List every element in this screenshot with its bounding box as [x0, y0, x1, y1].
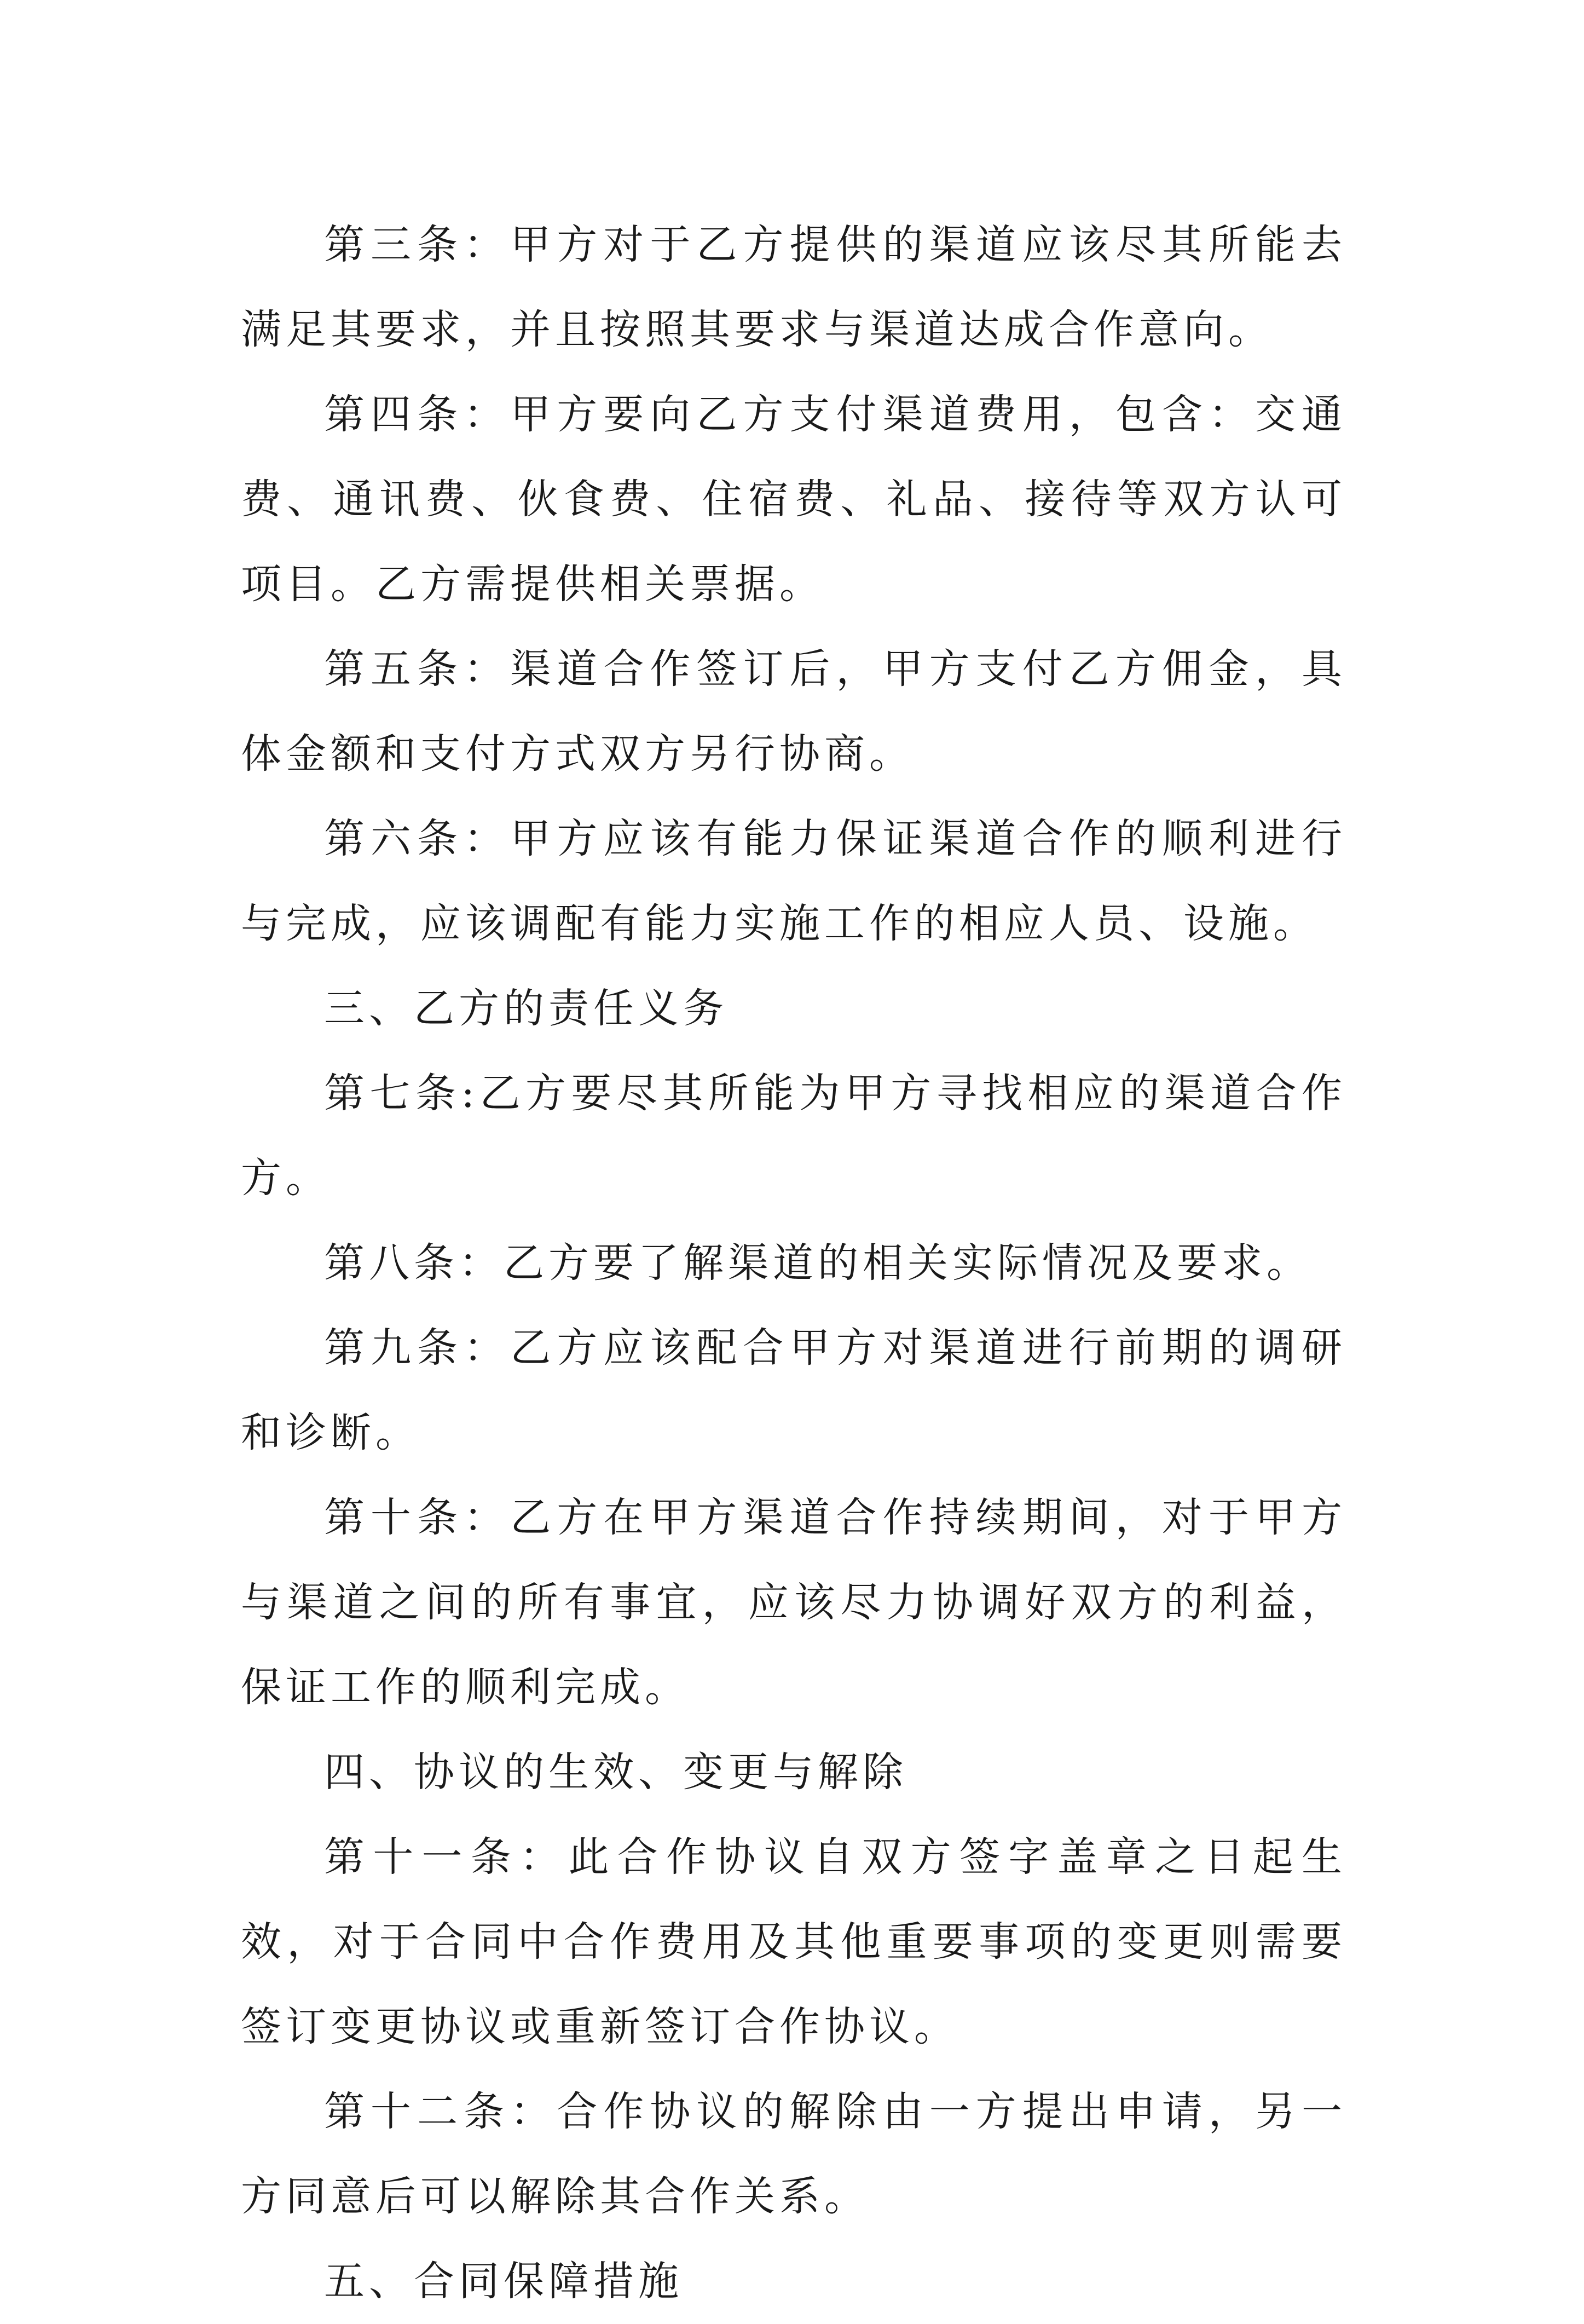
section-heading-effect-change-termination: 四、协议的生效、变更与解除: [324, 1749, 907, 1796]
document-body: [241, 203, 1346, 2324]
clause-5: 第五条：渠道合作签订后，甲方支付乙方佣金，具体金额和支付方式双方另行协商。: [241, 645, 1346, 777]
clause-4: 第四条：甲方要向乙方支付渠道费用，包含：交通费、通讯费、伙食费、住宿费、礼品、接待等双方认可项目。乙方需提供相关票据。: [241, 391, 1346, 608]
clause-11: 第十一条：此合作协议自双方签字盖章之日起生效，对于合同中合作费用及其他重要事项的变更则需要签订变更协议或重新签订合作协议。: [241, 1833, 1346, 2050]
clause-8: 第八条：乙方要了解渠道的相关实际情况及要求。: [324, 1239, 1311, 1287]
clause-7: 第七条:乙方要尽其所能为甲方寻找相应的渠道合作方。: [241, 1070, 1346, 1202]
clause-6: 第六条：甲方应该有能力保证渠道合作的顺利进行与完成，应该调配有能力实施工作的相应人员、设施。: [241, 815, 1346, 947]
section-heading-party-b-duties: 三、乙方的责任义务: [324, 985, 728, 1032]
section-heading-guarantee-measures: 五、合同保障措施: [324, 2258, 683, 2305]
clause-9: 第九条：乙方应该配合甲方对渠道进行前期的调研和诊断。: [241, 1324, 1346, 1456]
clause-3: 第三条：甲方对于乙方提供的渠道应该尽其所能去满足其要求，并且按照其要求与渠道达成合作意向。: [241, 221, 1346, 353]
clause-12: 第十二条：合作协议的解除由一方提出申请，另一方同意后可以解除其合作关系。: [241, 2088, 1346, 2220]
clause-10: 第十条：乙方在甲方渠道合作持续期间，对于甲方与渠道之间的所有事宜，应该尽力协调好双方的利益，保证工作的顺利完成。: [241, 1494, 1346, 1711]
